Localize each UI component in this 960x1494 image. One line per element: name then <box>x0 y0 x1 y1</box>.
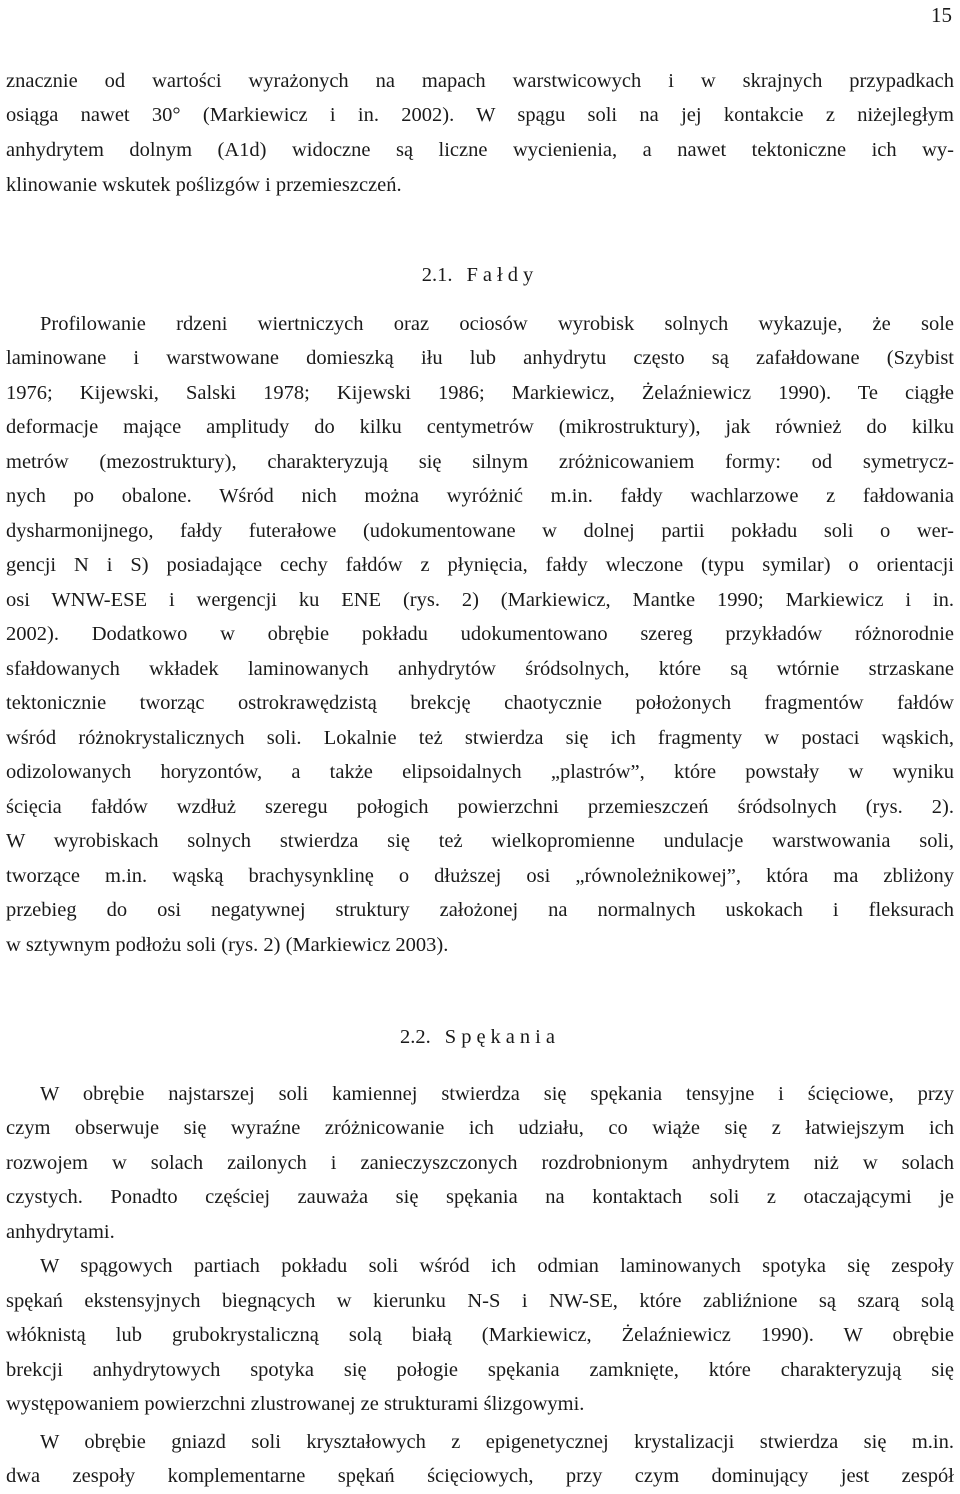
text-line: rozwojem w solach zailonych i zanieczyszczonych rozdrobnionym anhydrytem niż w solach <box>6 1152 954 1174</box>
section-number: 2.2. <box>400 1026 431 1048</box>
section-heading-2-2 <box>0 1024 960 1050</box>
text-line: czystych. Ponadto częściej zauważa się spękania na kontaktach soli z otaczającymi je <box>6 1186 954 1208</box>
text-line: W wyrobiskach solnych stwierdza się też wielkopromienne undulacje warstwowania soli, <box>6 830 954 852</box>
text-line: włóknistą lub grubokrystaliczną solą białą (Markiewicz, Żelaźniewicz 1990). W obrębie <box>6 1324 954 1346</box>
text-line: brekcji anhydrytowych spotyka się połogie spękania zamknięte, które charakteryzują się <box>6 1359 954 1381</box>
section-heading-2-1 <box>0 262 960 288</box>
text-line: odizolowanych horyzontów, a także elipsoidalnych „plastrów”, które powstały w wyniku <box>6 761 954 783</box>
text-line: występowaniem powierzchni zlustrowanej ze strukturami ślizgowymi. <box>6 1393 585 1415</box>
text-line: osi WNW-ESE i wergencji ku ENE (rys. 2) (Markiewicz, Mantke 1990; Markiewicz i in. <box>6 589 954 611</box>
text-line: Profilowanie rdzeni wiertniczych oraz ociosów wyrobisk solnych wykazuje, że sole <box>40 313 954 335</box>
text-line: dysharmonijnego, fałdy futerałowe (udokumentowane w dolnej partii pokładu soli o wer- <box>6 520 954 542</box>
text-line: tworzące m.in. wąską brachysynklinę o dłuższej osi „równoleżnikowej”, która ma zbliżony <box>6 865 954 887</box>
text-line: 1976; Kijewski, Salski 1978; Kijewski 1986; Markiewicz, Żelaźniewicz 1990). Te ciągłe <box>6 382 954 404</box>
text-line: W obrębie gniazd soli kryształowych z epigenetycznej krystalizacji stwierdza się m.in. <box>40 1431 954 1453</box>
text-line: ścięcia fałdów wzdłuż szeregu połogich powierzchni przemieszczeń śródsolnych (rys. 2). <box>6 796 954 818</box>
page-number: 15 <box>931 3 952 27</box>
text-line: W spągowych partiach pokładu soli wśród ich odmian laminowanych spotyka się zespoły <box>40 1255 954 1277</box>
text-line: W obrębie najstarszej soli kamiennej stwierdza się spękania tensyjne i ścięciowe, przy <box>40 1083 954 1105</box>
text-line: wśród różnokrystalicznych soli. Lokalnie też stwierdza się ich fragmenty w postaci wąskich, <box>6 727 954 749</box>
text-line: deformacje mające amplitudy do kilku centymetrów (mikrostruktury), jak również do kilku <box>6 416 954 438</box>
text-line: czym obserwuje się wyraźne zróżnicowanie ich udziału, co wiąże się z łatwiejszym ich <box>6 1117 954 1139</box>
section-title: Fałdy <box>466 264 539 286</box>
text-line: spękań ekstensyjnych biegnących w kierunku N-S i NW-SE, które zabliźnione są szarą solą <box>6 1290 954 1312</box>
text-line: klinowanie wskutek poślizgów i przemieszczeń. <box>6 174 402 196</box>
text-line: znacznie od wartości wyrażonych na mapach warstwicowych i w skrajnych przypadkach <box>6 70 954 92</box>
text-line: laminowane i warstwowane domieszką iłu lub anhydrytu często są zafałdowane (Szybist <box>6 347 954 369</box>
section-number: 2.1. <box>421 264 453 286</box>
text-line: 2002). Dodatkowo w obrębie pokładu udokumentowano szereg przykładów różnorodnie <box>6 623 954 645</box>
section-title: Spękania <box>444 1026 560 1048</box>
text-line: anhydrytem dolnym (A1d) widoczne są liczne wycienienia, a nawet tektoniczne ich wy- <box>6 139 954 161</box>
text-line: nych po obalone. Wśród nich można wyróżnić m.in. fałdy wachlarzowe z fałdowania <box>6 485 954 507</box>
text-line: metrów (mezostruktury), charakteryzują się silnym zróżnicowaniem formy: od symetrycz- <box>6 451 954 473</box>
text-line: anhydrytami. <box>6 1221 115 1243</box>
text-line: dwa zespoły komplementarne spękań ścięciowych, przy czym dominujący jest zespół <box>6 1465 954 1487</box>
text-line: osiąga nawet 30° (Markiewicz i in. 2002). W spągu soli na jej kontakcie z niżejległym <box>6 104 954 126</box>
text-line: sfałdowanych wkładek laminowanych anhydrytów śródsolnych, które są wtórnie strzaskane <box>6 658 954 680</box>
text-line: gencji N i S) posiadające cechy fałdów z płynięcia, fałdy wleczone (typu symilar) o orientacji <box>6 554 954 576</box>
text-line: przebieg do osi negatywnej struktury założonej na normalnych uskokach i fleksurach <box>6 899 954 921</box>
text-line: tektonicznie tworząc ostrokrawędzistą brekcję chaotycznie położonych fragmentów fałdów <box>6 692 954 714</box>
text-line: w sztywnym podłożu soli (rys. 2) (Markiewicz 2003). <box>6 934 449 956</box>
